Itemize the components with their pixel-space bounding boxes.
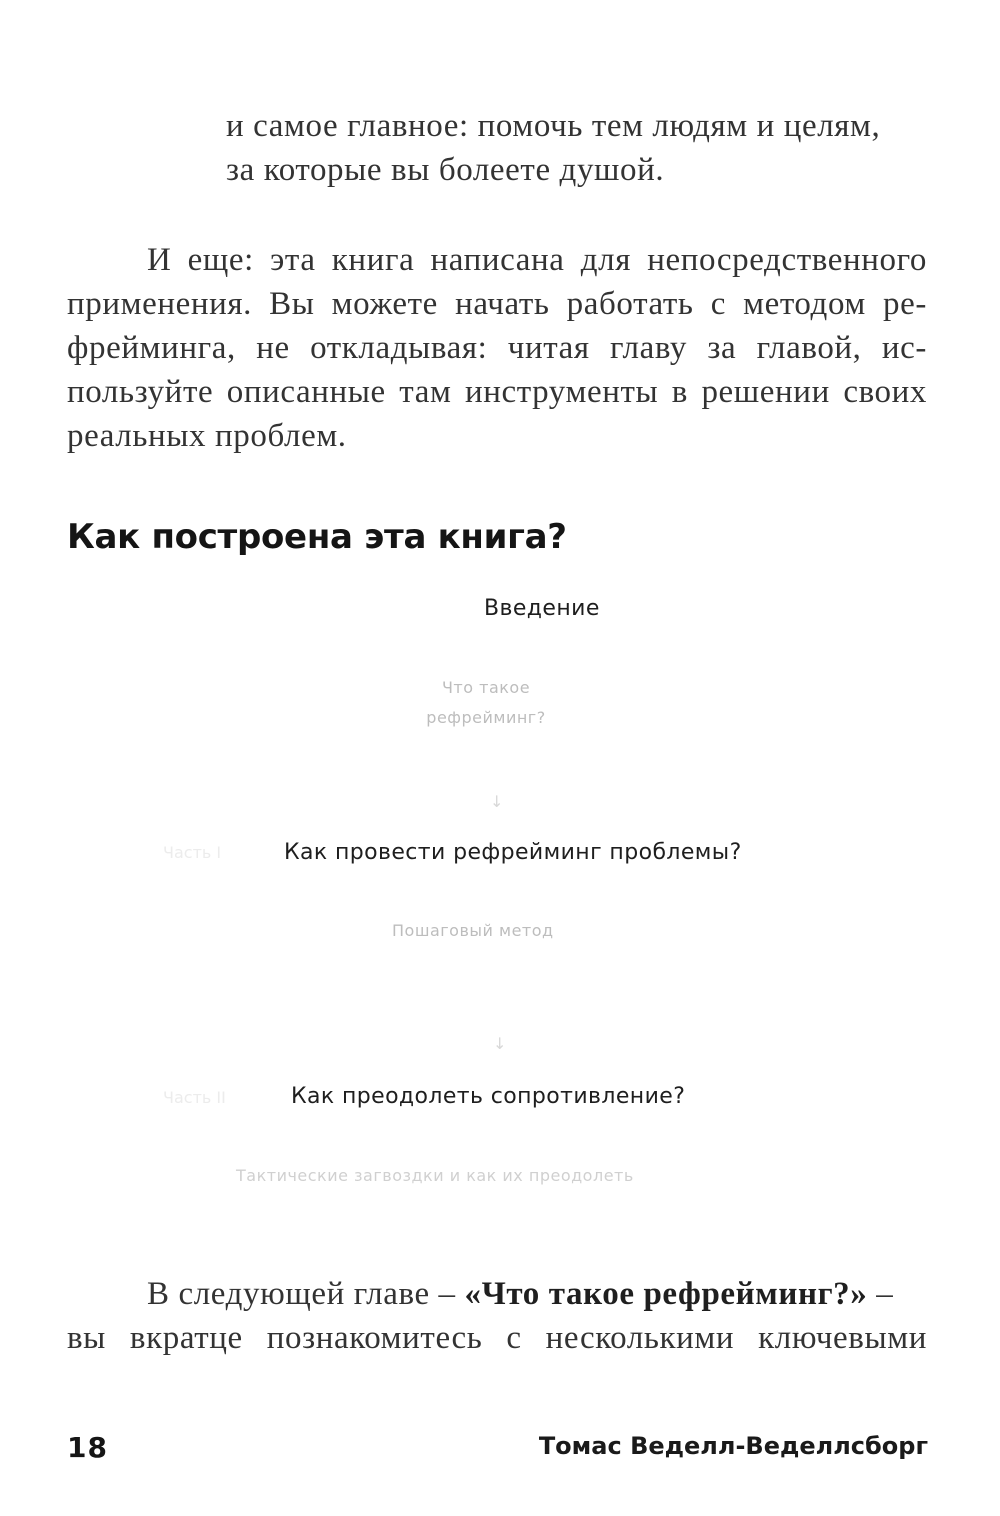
next-chapter-suffix: –: [867, 1276, 894, 1312]
next-chapter-paragraph: [67, 1272, 927, 1360]
flow-part1-label: Часть I: [163, 843, 222, 862]
flow-part2-subtitle: Тактические загвоздки и как их преодолеть: [236, 1166, 634, 1185]
next-chapter-title: «Что такое рефрейминг?»: [464, 1276, 868, 1312]
paragraph-line: [67, 1272, 927, 1316]
continued-text-line: и самое главное: помочь тем людям и целям,: [226, 108, 881, 144]
page-number: 18: [67, 1431, 108, 1464]
flow-part2-title: Как преодолеть сопротивление?: [291, 1084, 686, 1109]
flow-intro-subtitle: Что такое рефрейминг?: [426, 678, 546, 727]
continued-text-line: за которые вы болеете душой.: [226, 152, 665, 188]
intro-paragraph: [67, 238, 927, 458]
flow-part1-title: Как провести рефрейминг проблемы?: [284, 840, 742, 865]
flow-intro-title: Введение: [484, 596, 600, 621]
paragraph-line: И еще: эта книга написана для непосредственного: [147, 242, 927, 278]
flow-part1-subtitle: Пошаговый метод: [392, 921, 554, 940]
paragraph-line: пользуйте описанные там инструменты в решении своих: [67, 374, 927, 410]
down-arrow-icon: ↓: [493, 1034, 507, 1053]
continued-text: [226, 104, 880, 192]
paragraph-line: реальных проблем.: [67, 418, 347, 454]
paragraph-line: фрейминга, не откладывая: читая главу за главой, ис-: [67, 330, 927, 366]
paragraph-line: вы вкратце познакомитесь с несколькими ключевыми: [67, 1320, 927, 1356]
running-footer-author: Томас Веделл-Веделлсборг: [538, 1432, 928, 1460]
section-heading: Как построена эта книга?: [67, 517, 567, 557]
next-chapter-prefix: В следующей главе –: [147, 1276, 465, 1312]
paragraph-line: применения. Вы можете начать работать с методом ре-: [67, 286, 927, 322]
flow-part2-label: Часть II: [163, 1088, 226, 1107]
down-arrow-icon: ↓: [490, 792, 504, 811]
